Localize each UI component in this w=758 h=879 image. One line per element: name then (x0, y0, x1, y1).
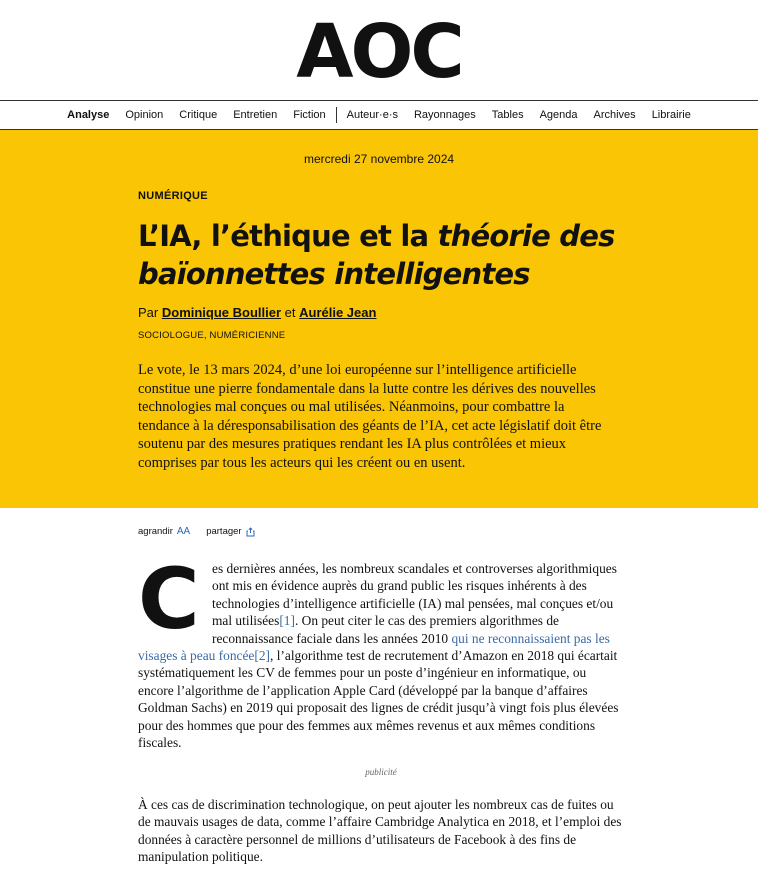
title-italic: théorie des baïonnettes intelligentes (138, 219, 615, 291)
nav-item-critique[interactable]: Critique (179, 109, 218, 121)
nav-divider (336, 107, 337, 123)
nav-item-agenda[interactable]: Agenda (539, 109, 578, 121)
masthead (0, 0, 758, 100)
article-lede: Le vote, le 13 mars 2024, d’une loi européenne sur l’intelligence artificielle constitue une pierre fondamentale dans la lutte contre les dérives des nouvelles technologies mal conçues ou mal utilisées. Néanmoins, pour combattre la tendance à la déresponsabilisation des géants de l’IA, cet acte législatif doit être soutenu par des mesures pratiques rendant les IA plus contrôlées et mieux comprises par tous les acteurs qui les créent ou en usent. (138, 362, 602, 471)
article-category[interactable]: NUMÉRIQUE (138, 190, 208, 202)
nav-item-fiction[interactable]: Fiction (293, 109, 326, 121)
inline-link-faces[interactable]: qui ne reconnaissaient pas les visages à peau foncée (138, 630, 610, 664)
drop-cap: C (138, 550, 200, 648)
title-plain: L’IA, l’éthique et la (138, 219, 438, 253)
nav-item-rayonnages[interactable]: Rayonnages (413, 109, 476, 121)
share-label: partager (206, 526, 242, 537)
p1-text-b: . On peut citer le cas des premiers algorithmes de reconnaissance faciale dans les années 2010 (212, 613, 559, 646)
paragraph-2: À ces cas de discrimination technologique, on peut ajouter les nombreux cas de fuites ou de mauvais usages de data, comme l’affaire Cambridge Analytica en 2018, et l’emploi des données à caractère personnel de millions d’utilisateurs de Facebook à des fins de manipulation politique. (138, 797, 622, 865)
nav-item-archives[interactable]: Archives (593, 109, 636, 121)
article-body (138, 550, 624, 751)
author-link-2[interactable]: Aurélie Jean (299, 305, 377, 320)
enlarge-label: agrandir (138, 526, 173, 537)
article-body-continued (138, 796, 624, 866)
footnote-link-2[interactable]: [2] (254, 648, 270, 664)
article-title (138, 217, 620, 293)
share-button[interactable] (206, 526, 254, 537)
ad-label: publicité (365, 767, 397, 777)
p1-text-c: , l’algorithme test de recrutement d’Amazon en 2018 qui écartait systématiquement les CV de femmes pour un poste d’ingénieur en informatique, ou encore l’algorithme de l’application Apple Card (développé par la banque d’affaires Goldman Sachs) en 2019 qui proposait des lignes de crédit jusqu’à vingt fois plus élevées pour des hommes que pour des femmes aux mêmes revenus et aux mêmes conditions fiscales. (138, 648, 619, 751)
share-icon (246, 527, 255, 537)
article-header (0, 130, 758, 508)
byline-and: et (284, 305, 296, 320)
nav-item-tables[interactable]: Tables (491, 109, 524, 121)
byline (138, 305, 620, 320)
footnote-link-1[interactable]: [1] (279, 613, 295, 629)
author-link-1[interactable]: Dominique Boullier (161, 305, 282, 320)
author-roles: SOCIOLOGUE, NUMÉRICIENNE (138, 330, 286, 341)
text-size-icon: AA (176, 526, 191, 537)
byline-prefix: Par (138, 305, 159, 320)
article-date: mercredi 27 novembre 2024 (303, 152, 455, 166)
nav-item-librairie[interactable]: Librairie (651, 109, 691, 121)
nav-item-opinion[interactable]: Opinion (125, 109, 164, 121)
main-nav (0, 100, 758, 130)
article-tools (138, 526, 271, 537)
p1-text-a: es dernières années, les nombreux scandales et controverses algorithmiques ont mis en évidence auprès du grand public les risques inhérents à des technologies d’intelligence artificielle (IA) mal pensées, mal conçues et/ou mal utilisées (212, 561, 617, 629)
nav-item-auteurs[interactable]: Auteur·e·s (346, 109, 398, 121)
site-logo[interactable]: AOC (296, 9, 462, 95)
enlarge-text-button[interactable] (138, 526, 190, 537)
nav-item-analyse[interactable]: Analyse (67, 109, 110, 121)
nav-item-entretien[interactable]: Entretien (233, 109, 278, 121)
